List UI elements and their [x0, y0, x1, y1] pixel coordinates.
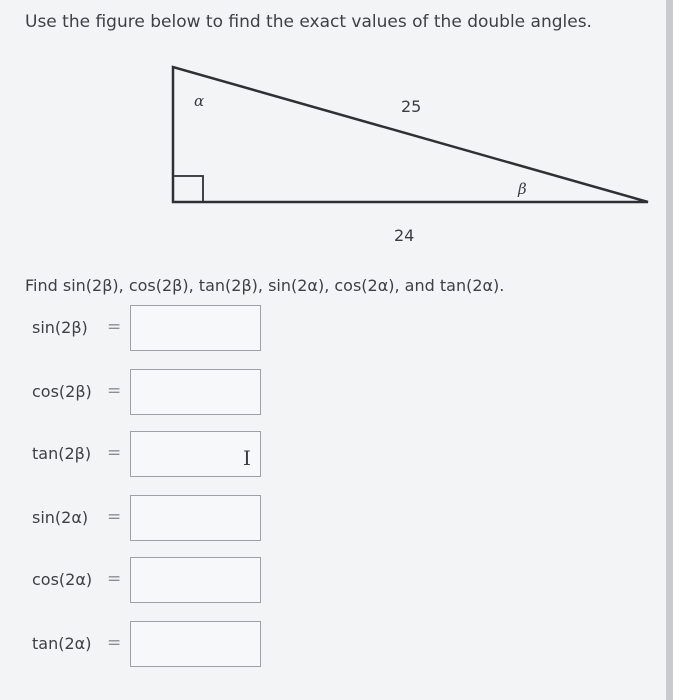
answer-label: tan(2β) [32, 444, 92, 463]
base-label: 24 [394, 226, 415, 245]
answer-label: sin(2α) [32, 508, 89, 527]
equals-sign: = [107, 633, 122, 653]
equals-sign: = [107, 443, 122, 463]
cos-2beta-input[interactable] [130, 369, 261, 415]
answer-label: cos(2α) [32, 570, 93, 589]
answer-label: cos(2β) [32, 382, 92, 401]
hypotenuse-label: 25 [401, 97, 422, 116]
cos-2alpha-input[interactable] [130, 557, 261, 603]
alpha-label: α [194, 92, 205, 110]
equals-sign: = [107, 317, 122, 337]
equals-sign: = [107, 507, 122, 527]
answer-label: tan(2α) [32, 634, 92, 653]
tan-2alpha-input[interactable] [130, 621, 261, 667]
equals-sign: = [107, 569, 122, 589]
instruction-text: Use the figure below to find the exact values of the double angles. [25, 12, 592, 32]
sin-2alpha-input[interactable] [130, 495, 261, 541]
sin-2beta-input[interactable] [130, 305, 261, 351]
answer-label: sin(2β) [32, 318, 88, 337]
equals-sign: = [107, 381, 122, 401]
triangle-figure [0, 0, 666, 260]
page-edge [666, 0, 673, 700]
right-triangle [173, 67, 648, 202]
beta-label: β [518, 180, 527, 198]
right-angle-marker [173, 176, 203, 202]
question-text: Find sin(2β), cos(2β), tan(2β), sin(2α), cos(2α), and tan(2α). [25, 276, 505, 295]
tan-2beta-input[interactable] [130, 431, 261, 477]
text-cursor-icon: I [243, 446, 251, 470]
